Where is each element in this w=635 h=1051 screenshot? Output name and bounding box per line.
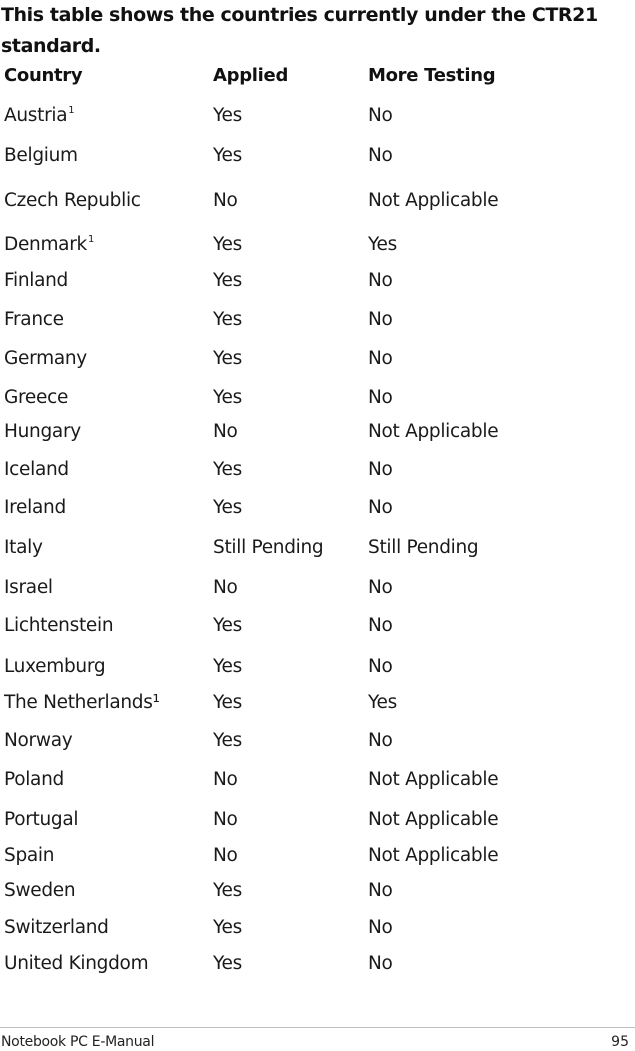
table-row [0,456,635,484]
country-name: Luxemburg [4,656,106,677]
table-row [0,766,635,794]
country-name: Czech Republic [4,190,141,211]
cell-applied: No [213,190,238,211]
table-row [0,727,635,755]
footer-manual-title: Notebook PC E-Manual [1,1034,155,1050]
table-row [0,534,635,562]
cell-applied: No [213,769,238,790]
country-name: Germany [4,348,87,369]
cell-applied: Yes [213,348,242,369]
cell-more-testing: No [368,270,393,291]
footnote-marker: 1 [87,234,94,245]
country-name: Belgium [4,145,78,166]
cell-more-testing: Not Applicable [368,421,499,442]
footer-divider [0,1027,635,1028]
country-name: Spain [4,845,55,866]
country-name: Switzerland [4,917,109,938]
table-row [0,806,635,834]
cell-country [4,950,148,978]
country-name: Italy [4,537,43,558]
table-row [0,231,635,259]
footer-page-number: 95 [611,1034,629,1050]
cell-country [4,267,68,295]
table-row [0,306,635,334]
country-name: Denmark [4,234,87,255]
country-name: Poland [4,769,64,790]
table-row [0,102,635,130]
table-row [0,612,635,640]
cell-more-testing: No [368,387,393,408]
cell-country [4,914,109,942]
cell-more-testing: Not Applicable [368,845,499,866]
table-row [0,267,635,295]
cell-applied: Yes [213,309,242,330]
cell-country [4,806,78,834]
country-name: Greece [4,387,69,408]
footnote-marker: 1 [68,105,75,116]
country-name: Iceland [4,459,69,480]
country-name: Austria [4,105,68,126]
header-more-testing: More Testing [368,65,496,86]
cell-country [4,231,94,259]
header-country: Country [4,65,83,86]
cell-more-testing: No [368,577,393,598]
table-row [0,494,635,522]
cell-country [4,766,64,794]
cell-more-testing: Yes [368,234,397,255]
cell-more-testing: No [368,105,393,126]
cell-more-testing: No [368,880,393,901]
cell-applied: No [213,421,238,442]
table-row [0,418,635,446]
cell-more-testing: No [368,348,393,369]
cell-applied: No [213,577,238,598]
cell-country [4,653,105,681]
table-header-row [0,62,635,90]
table-row [0,384,635,412]
cell-more-testing: No [368,615,393,636]
table-row [0,142,635,170]
cell-country [4,574,53,602]
table-row [0,653,635,681]
cell-country [4,877,75,905]
country-name: Ireland [4,497,66,518]
table-row [0,689,635,717]
table-row [0,345,635,373]
cell-more-testing: No [368,917,393,938]
country-name: Norway [4,730,73,751]
cell-country [4,842,54,870]
cell-applied: Yes [213,387,242,408]
cell-country [4,306,64,334]
cell-country [4,102,74,130]
country-name: The Netherlands¹ [4,692,160,713]
cell-applied: Yes [213,270,242,291]
cell-country [4,418,81,446]
country-name: Finland [4,270,69,291]
cell-more-testing: No [368,730,393,751]
cell-applied: Yes [213,145,242,166]
cell-applied: Still Pending [213,537,324,558]
cell-applied: Yes [213,105,242,126]
cell-more-testing: No [368,309,393,330]
cell-country [4,727,72,755]
cell-country [4,142,78,170]
country-name: Portugal [4,809,79,830]
table-row [0,950,635,978]
cell-country [4,534,43,562]
cell-more-testing: Not Applicable [368,809,499,830]
cell-more-testing: Yes [368,692,397,713]
table-row [0,187,635,215]
country-name: Hungary [4,421,81,442]
cell-applied: Yes [213,656,242,677]
cell-applied: Yes [213,917,242,938]
cell-applied: Yes [213,234,242,255]
country-name: Israel [4,577,53,598]
cell-more-testing: No [368,145,393,166]
cell-applied: Yes [213,730,242,751]
table-row [0,877,635,905]
intro-heading: This table shows the countries currently under the CTR21 standard. [1,4,598,57]
country-name: Sweden [4,880,76,901]
cell-more-testing: Not Applicable [368,769,499,790]
cell-applied: No [213,809,238,830]
cell-country [4,456,69,484]
header-applied: Applied [213,65,289,86]
cell-country [4,689,160,717]
country-name: France [4,309,64,330]
cell-country [4,345,87,373]
cell-more-testing: No [368,656,393,677]
cell-applied: Yes [213,692,242,713]
cell-more-testing: No [368,497,393,518]
cell-country [4,612,113,640]
table-row [0,914,635,942]
cell-applied: Yes [213,880,242,901]
cell-country [4,384,68,412]
cell-more-testing: Not Applicable [368,190,499,211]
cell-more-testing: No [368,459,393,480]
cell-applied: No [213,845,238,866]
table-row [0,574,635,602]
country-name: United Kingdom [4,953,149,974]
table-row [0,842,635,870]
country-name: Lichtenstein [4,615,114,636]
cell-country [4,187,141,215]
cell-applied: Yes [213,615,242,636]
cell-applied: Yes [213,459,242,480]
cell-more-testing: Still Pending [368,537,479,558]
cell-applied: Yes [213,497,242,518]
cell-more-testing: No [368,953,393,974]
cell-applied: Yes [213,953,242,974]
cell-country [4,494,66,522]
